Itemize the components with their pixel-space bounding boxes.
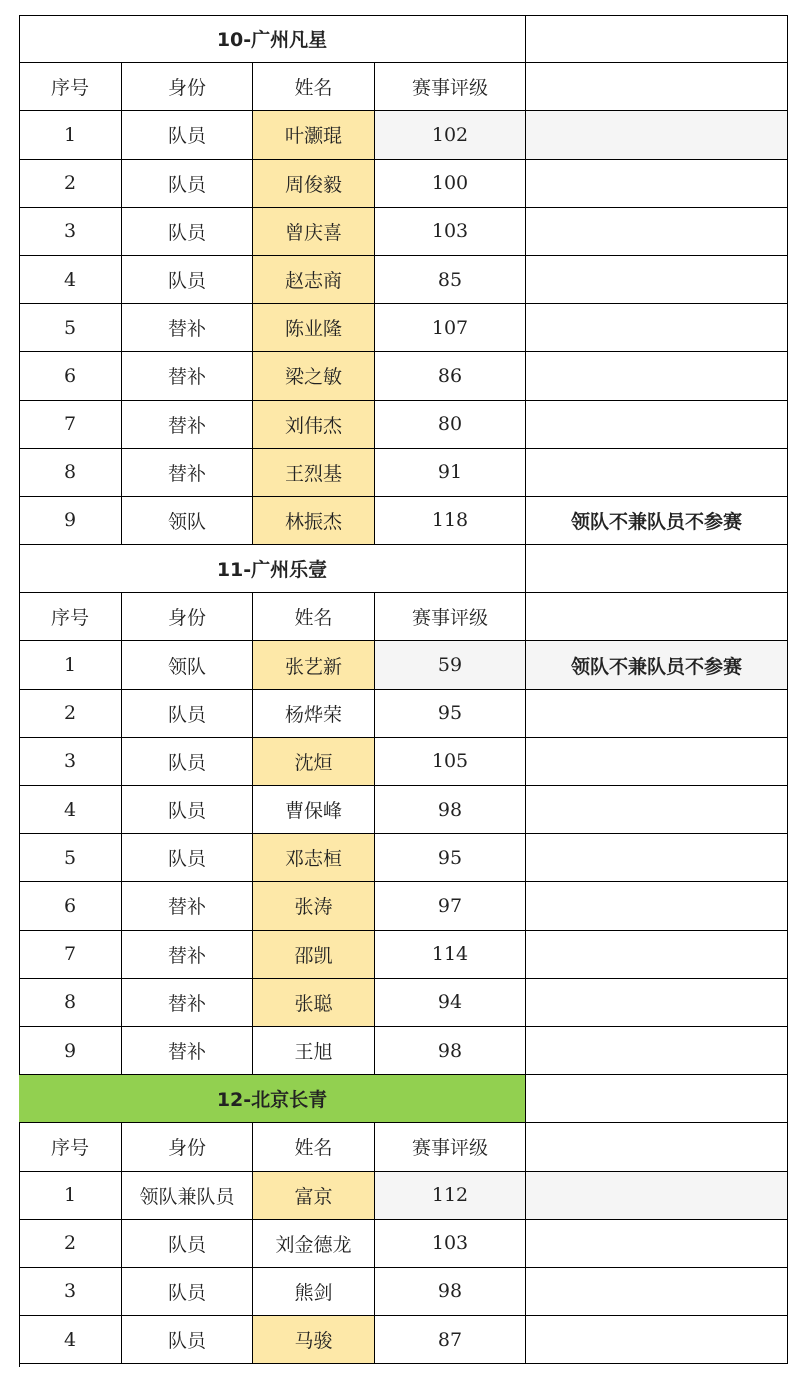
player-name: 王旭 [253, 1027, 375, 1074]
team-title-row [19, 15, 788, 63]
player-name: 熊剑 [253, 1268, 375, 1315]
table-row [19, 690, 788, 738]
table-row [19, 931, 788, 979]
player-note [526, 449, 788, 496]
header-name: 姓名 [253, 593, 375, 640]
table-row [19, 497, 788, 545]
player-rating: 85 [375, 256, 526, 303]
player-role: 队员 [122, 256, 253, 303]
player-note [526, 690, 788, 737]
player-no: 7 [19, 931, 122, 978]
player-note [526, 304, 788, 351]
header-row [19, 1123, 788, 1171]
player-no: 1 [19, 641, 122, 688]
header-role: 身份 [122, 63, 253, 110]
player-note [526, 1268, 788, 1315]
team-title: 11-广州乐壹 [19, 545, 526, 592]
table-row [19, 1172, 788, 1220]
player-no: 2 [19, 1220, 122, 1267]
player-note [526, 256, 788, 303]
player-note [526, 352, 788, 399]
player-rating: 102 [375, 111, 526, 158]
player-note [526, 1316, 788, 1363]
player-no: 1 [19, 1172, 122, 1219]
player-no: 6 [19, 882, 122, 929]
player-rating: 98 [375, 1268, 526, 1315]
player-role: 队员 [122, 738, 253, 785]
note-cell [526, 1123, 788, 1170]
player-no: 5 [19, 834, 122, 881]
player-role: 领队兼队员 [122, 1172, 253, 1219]
header-row [19, 63, 788, 111]
player-no: 6 [19, 352, 122, 399]
player-role: 队员 [122, 1316, 253, 1363]
player-role: 替补 [122, 882, 253, 929]
team-title: 12-北京长青 [19, 1075, 526, 1122]
header-no: 序号 [19, 63, 122, 110]
player-name: 曹保峰 [253, 786, 375, 833]
player-rating: 118 [375, 497, 526, 544]
team-title-row [19, 545, 788, 593]
player-no: 3 [19, 1268, 122, 1315]
player-name: 叶灏琨 [253, 111, 375, 158]
player-name: 曾庆喜 [253, 208, 375, 255]
player-note [526, 738, 788, 785]
table-row [19, 449, 788, 497]
table-row [19, 786, 788, 834]
player-no: 5 [19, 304, 122, 351]
player-no: 9 [19, 1027, 122, 1074]
player-role: 队员 [122, 160, 253, 207]
player-role: 队员 [122, 834, 253, 881]
player-rating: 107 [375, 304, 526, 351]
header-rating: 赛事评级 [375, 593, 526, 640]
table-row [19, 352, 788, 400]
player-note: 领队不兼队员不参赛 [526, 641, 788, 688]
header-rating: 赛事评级 [375, 63, 526, 110]
player-note [526, 401, 788, 448]
header-rating: 赛事评级 [375, 1123, 526, 1170]
player-no: 8 [19, 449, 122, 496]
player-note [526, 1027, 788, 1074]
table-row [19, 738, 788, 786]
player-name: 张涛 [253, 882, 375, 929]
roster-sheet [19, 15, 788, 1364]
player-role: 替补 [122, 449, 253, 496]
player-rating: 95 [375, 834, 526, 881]
player-note [526, 208, 788, 255]
table-row [19, 256, 788, 304]
table-row [19, 1268, 788, 1316]
player-role: 替补 [122, 1027, 253, 1074]
player-rating: 100 [375, 160, 526, 207]
header-name: 姓名 [253, 1123, 375, 1170]
player-role: 队员 [122, 208, 253, 255]
player-no: 1 [19, 111, 122, 158]
table-row [19, 401, 788, 449]
player-no: 4 [19, 1316, 122, 1363]
player-rating: 103 [375, 1220, 526, 1267]
player-no: 2 [19, 690, 122, 737]
player-no: 2 [19, 160, 122, 207]
player-role: 替补 [122, 931, 253, 978]
table-row [19, 160, 788, 208]
player-rating: 112 [375, 1172, 526, 1219]
player-rating: 103 [375, 208, 526, 255]
team-title-row [19, 1075, 788, 1123]
table-row [19, 208, 788, 256]
player-name: 赵志商 [253, 256, 375, 303]
player-name: 刘伟杰 [253, 401, 375, 448]
player-rating: 87 [375, 1316, 526, 1363]
player-name: 陈业隆 [253, 304, 375, 351]
player-name: 王烈基 [253, 449, 375, 496]
player-rating: 98 [375, 1027, 526, 1074]
header-name: 姓名 [253, 63, 375, 110]
player-name: 张艺新 [253, 641, 375, 688]
note-cell [526, 593, 788, 640]
player-rating: 59 [375, 641, 526, 688]
player-name: 梁之敏 [253, 352, 375, 399]
player-role: 替补 [122, 979, 253, 1026]
player-name: 张聪 [253, 979, 375, 1026]
player-role: 领队 [122, 497, 253, 544]
player-rating: 94 [375, 979, 526, 1026]
player-note [526, 882, 788, 929]
player-name: 富京 [253, 1172, 375, 1219]
player-rating: 80 [375, 401, 526, 448]
header-role: 身份 [122, 593, 253, 640]
header-role: 身份 [122, 1123, 253, 1170]
player-name: 沈烜 [253, 738, 375, 785]
player-note [526, 979, 788, 1026]
player-role: 替补 [122, 401, 253, 448]
player-name: 周俊毅 [253, 160, 375, 207]
table-row [19, 1027, 788, 1075]
player-note [526, 1172, 788, 1219]
player-role: 队员 [122, 786, 253, 833]
note-cell [526, 1075, 788, 1122]
player-role: 队员 [122, 1220, 253, 1267]
table-row [19, 304, 788, 352]
player-no: 3 [19, 738, 122, 785]
header-no: 序号 [19, 593, 122, 640]
player-note [526, 111, 788, 158]
player-name: 邵凯 [253, 931, 375, 978]
player-note [526, 834, 788, 881]
player-role: 队员 [122, 111, 253, 158]
table-row [19, 1316, 788, 1364]
player-name: 刘金德龙 [253, 1220, 375, 1267]
player-role: 队员 [122, 690, 253, 737]
header-no: 序号 [19, 1123, 122, 1170]
player-role: 领队 [122, 641, 253, 688]
player-no: 4 [19, 256, 122, 303]
team-title: 10-广州凡星 [19, 15, 526, 62]
table-row [19, 834, 788, 882]
note-cell [526, 545, 788, 592]
table-row [19, 882, 788, 930]
player-no: 3 [19, 208, 122, 255]
player-role: 队员 [122, 1268, 253, 1315]
player-rating: 114 [375, 931, 526, 978]
player-rating: 91 [375, 449, 526, 496]
player-rating: 95 [375, 690, 526, 737]
player-name: 林振杰 [253, 497, 375, 544]
player-no: 9 [19, 497, 122, 544]
player-note: 领队不兼队员不参赛 [526, 497, 788, 544]
player-no: 4 [19, 786, 122, 833]
player-note [526, 1220, 788, 1267]
player-rating: 98 [375, 786, 526, 833]
player-rating: 86 [375, 352, 526, 399]
player-name: 杨烨荣 [253, 690, 375, 737]
player-role: 替补 [122, 304, 253, 351]
player-no: 8 [19, 979, 122, 1026]
player-rating: 97 [375, 882, 526, 929]
table-row [19, 979, 788, 1027]
player-no: 7 [19, 401, 122, 448]
header-row [19, 593, 788, 641]
player-name: 马骏 [253, 1316, 375, 1363]
player-role: 替补 [122, 352, 253, 399]
player-note [526, 160, 788, 207]
player-name: 邓志桓 [253, 834, 375, 881]
player-note [526, 786, 788, 833]
table-row [19, 111, 788, 159]
table-row [19, 641, 788, 689]
player-note [526, 931, 788, 978]
player-rating: 105 [375, 738, 526, 785]
note-cell [526, 63, 788, 110]
note-cell [526, 15, 788, 62]
table-row [19, 1220, 788, 1268]
